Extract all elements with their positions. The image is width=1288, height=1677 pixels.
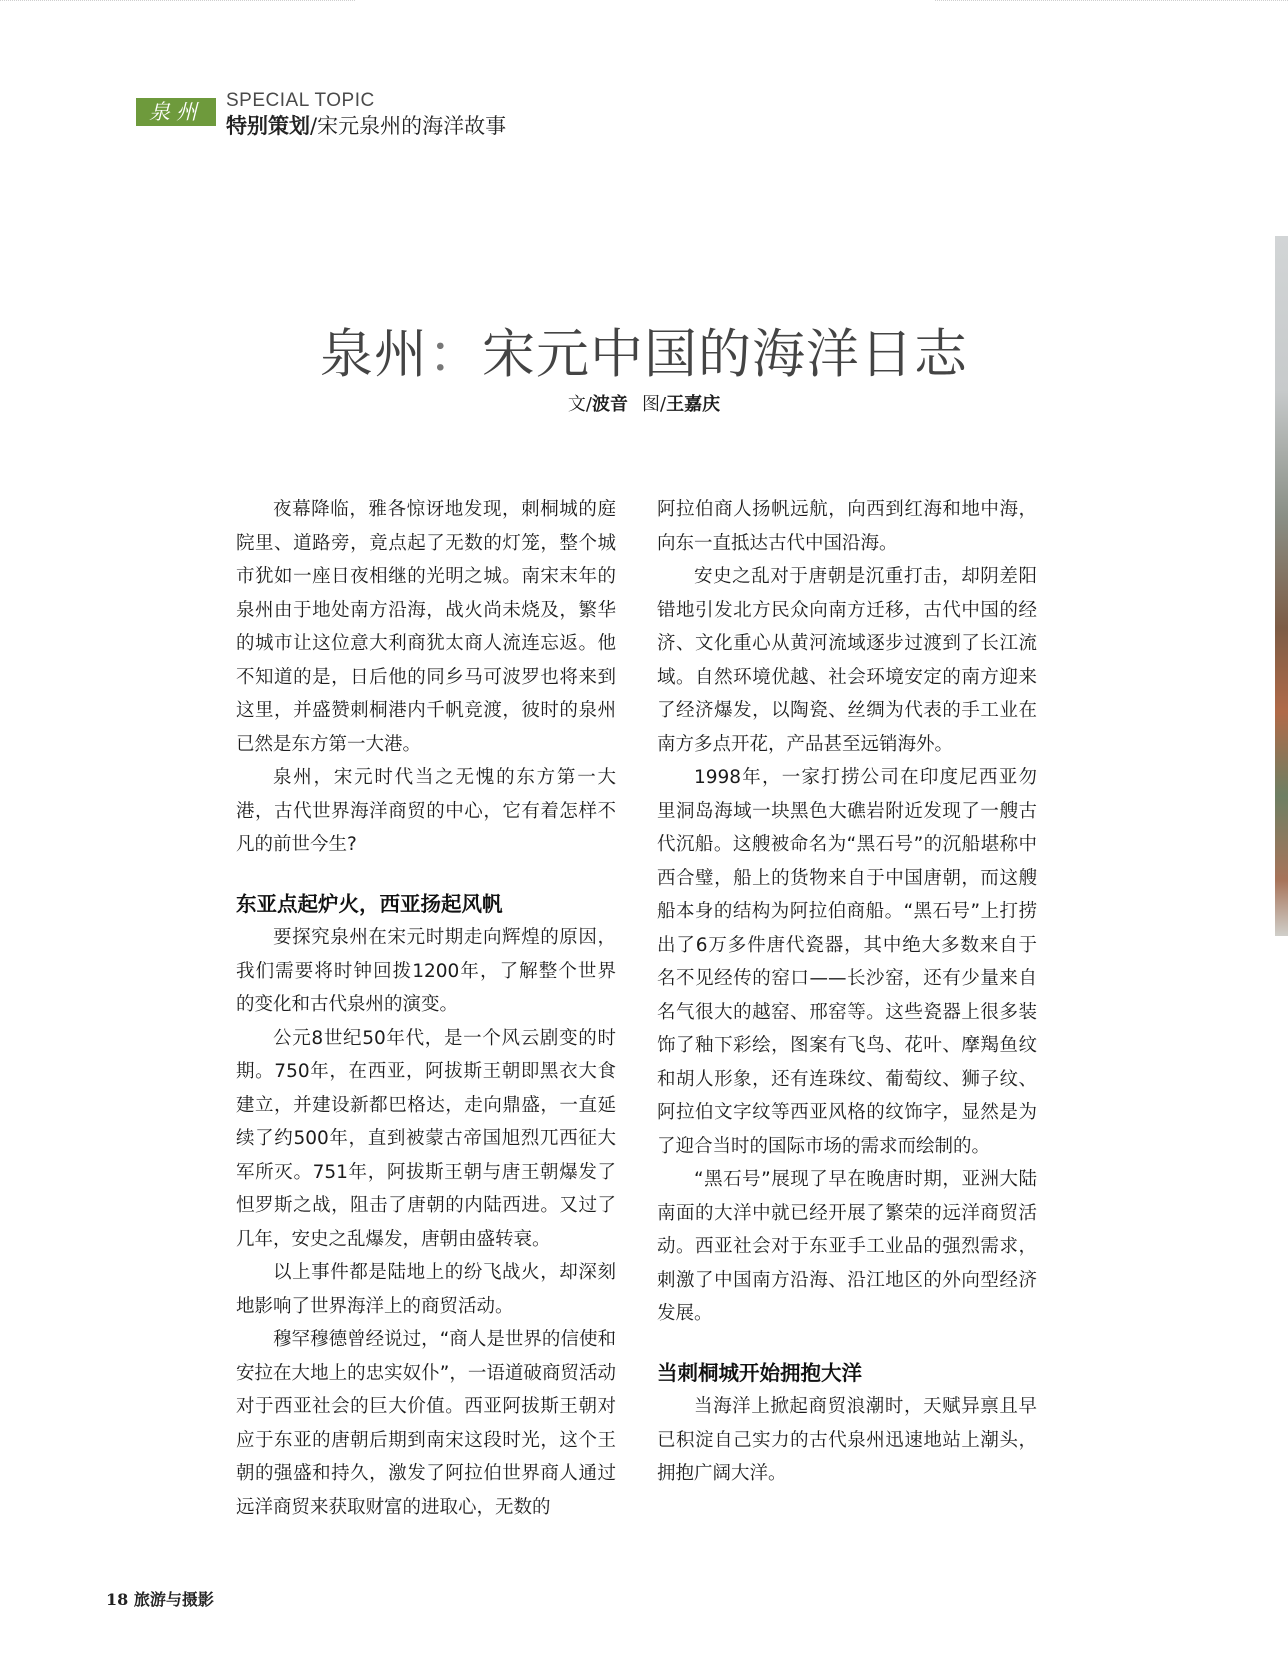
byline <box>0 390 1288 416</box>
title-part-a: 泉州 <box>320 324 428 385</box>
paragraph: 以上事件都是陆地上的纷飞战火，却深刻地影响了世界海洋上的商贸活动。 <box>236 1262 616 1317</box>
paragraph: 要探究泉州在宋元时期走向辉煌的原因，我们需要将时钟回拨1200年，了解整个世界的变化和古代泉州的演变。 <box>236 927 616 1015</box>
page-footer <box>106 1587 214 1610</box>
byline-photo-label: 图/ <box>642 394 667 415</box>
paragraph: 穆罕穆德曾经说过，“商人是世界的信使和安拉在大地上的忠实奴仆”，一语道破商贸活动对于西亚社会的巨大价值。西亚阿拔斯王朝对应于东亚的唐朝后期到南宋这段时光，这个王朝的强盛和持久，激发了阿拉伯世界商人通过远洋商贸来获取财富的进取心，无数的 <box>236 1329 616 1518</box>
right-column <box>657 493 1037 1491</box>
top-dotted-rule-left <box>0 0 355 2</box>
paragraph: 公元8世纪50年代，是一个风云剧变的时期。750年，在西亚，阿拔斯王朝即黑衣大食建立，并建设新都巴格达，走向鼎盛，一直延续了约500年，直到被蒙古帝国旭烈兀西征大军所灭。751年，阿拔斯王朝与唐王朝爆发了怛罗斯之战，阻击了唐朝的内陆西进。又过了几年，安史之乱爆发，唐朝由盛转衰。 <box>236 1027 616 1250</box>
section-badge: 泉州 <box>136 98 216 126</box>
kicker-section-name: 特别策划 <box>226 114 310 138</box>
article-title <box>0 312 1288 388</box>
title-separator: ： <box>428 324 482 385</box>
subheading: 当刺桐城开始拥抱大洋 <box>657 1360 862 1385</box>
top-dotted-rule-right <box>935 0 1288 2</box>
kicker-english: SPECIAL TOPIC <box>226 90 375 111</box>
paragraph: 夜幕降临，雅各惊讶地发现，刺桐城的庭院里、道路旁，竟点起了无数的灯笼，整个城市犹如一座日夜相继的光明之城。南宋末年的泉州由于地处南方沿海，战火尚未烧及，繁华的城市让这位意大利商犹太商人流连忘返。他不知道的是，日后他的同乡马可波罗也将来到这里，并盛赞刺桐港内千帆竞渡，彼时的泉州已然是东方第一大港。 <box>236 499 616 755</box>
subheading: 东亚点起炉火，西亚扬起风帆 <box>236 891 503 916</box>
kicker-topic: /宋元泉州的海洋故事 <box>310 114 507 138</box>
paragraph: 1998年，一家打捞公司在印度尼西亚勿里洞岛海域一块黑色大礁岩附近发现了一艘古代沉船。这艘被命名为“黑石号”的沉船堪称中西合璧，船上的货物来自于中国唐朝，而这艘船本身的结构为阿拉伯商船。“黑石号”上打捞出了6万多件唐代瓷器，其中绝大多数来自于名不见经传的窑口——长沙窑，还有少量来自名气很大的越窑、邢窑等。这些瓷器上很多装饰了釉下彩绘，图案有飞鸟、花叶、摩羯鱼纹和胡人形象，还有连珠纹、葡萄纹、狮子纹、阿拉伯文字纹等西亚风格的纹饰字，显然是为了迎合当时的国际市场的需求而绘制的。 <box>657 767 1037 1157</box>
paragraph-continued: 阿拉伯商人扬帆远航，向西到红海和地中海，向东一直抵达古代中国沿海。 <box>657 499 1037 554</box>
kicker-chinese <box>226 110 506 140</box>
magazine-name: 旅游与摄影 <box>133 1590 214 1609</box>
byline-text-label: 文/ <box>567 394 592 415</box>
adjacent-photo-edge <box>1275 236 1288 936</box>
title-part-b: 宋元中国的海洋日志 <box>482 324 968 385</box>
paragraph: 当海洋上掀起商贸浪潮时，天赋异禀且早已积淀自己实力的古代泉州迅速地站上潮头，拥抱广阔大洋。 <box>657 1396 1037 1484</box>
left-column <box>236 493 616 1524</box>
paragraph: 泉州，宋元时代当之无愧的东方第一大港，古代世界海洋商贸的中心，它有着怎样不凡的前世今生? <box>236 767 616 855</box>
paragraph: “黑石号”展现了早在晚唐时期，亚洲大陆南面的大洋中就已经开展了繁荣的远洋商贸活动。西亚社会对于东亚手工业品的强烈需求，刺激了中国南方沿海、沿江地区的外向型经济发展。 <box>657 1169 1037 1324</box>
paragraph: 安史之乱对于唐朝是沉重打击，却阴差阳错地引发北方民众向南方迁移，古代中国的经济、文化重心从黄河流域逐步过渡到了长江流域。自然环境优越、社会环境安定的南方迎来了经济爆发，以陶瓷、丝绸为代表的手工业在南方多点开花，产品甚至远销海外。 <box>657 566 1037 755</box>
byline-photographer: 王嘉庆 <box>666 394 721 415</box>
page-number: 18 <box>106 1590 129 1609</box>
byline-author: 波音 <box>592 394 628 415</box>
